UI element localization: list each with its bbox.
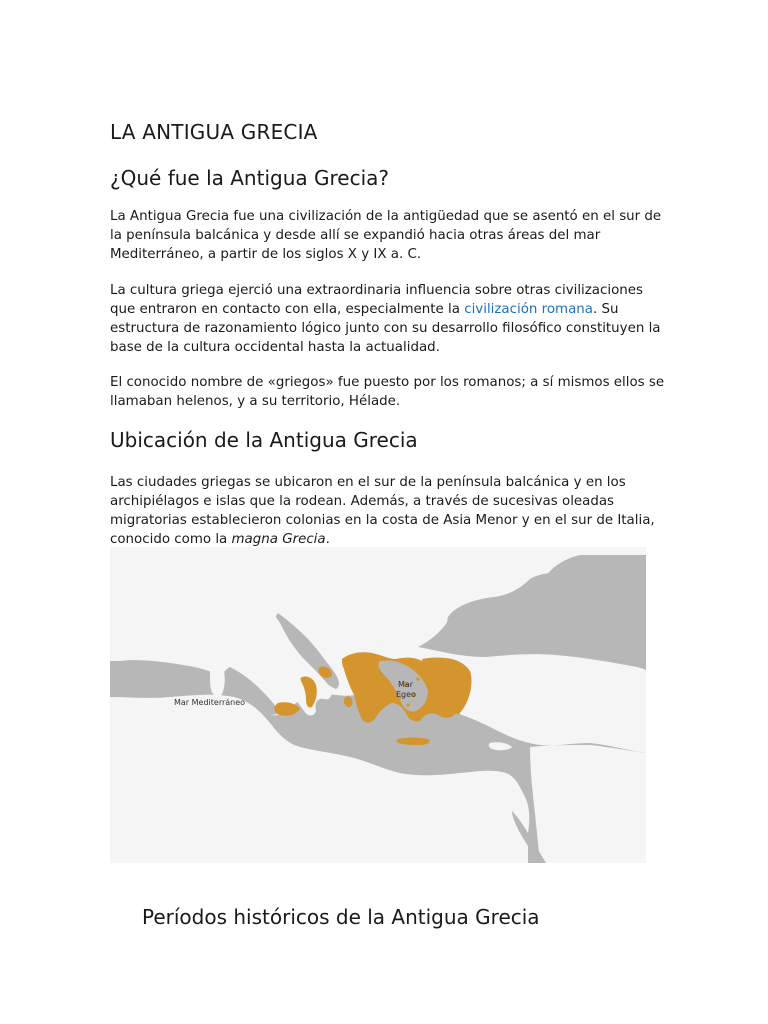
sardinia-island	[210, 659, 225, 698]
paragraph-intro: La Antigua Grecia fue una civilización de la antigüedad que se asentó en el sur de la península balcánica y desde allí se expandió hacia otras áreas del mar Mediterráneo, a partir de los siglos X y IX a. C.	[110, 209, 662, 262]
paragraph-griegos: El conocido nombre de «griegos» fue puesto por los romanos; a sí mismos ellos se llamaban helenos, y a su territorio, Hélade.	[110, 375, 665, 409]
map-ancient-greece	[110, 547, 646, 863]
paragraph-ubicacion-text-a: Las ciudades griegas se ubicaron en el sur de la península balcánica y en los archipiélagos e islas que la rodean. Además, a través de sucesivas oleadas migratorias establecieron colonias en la costa de Asia Menor y en el sur de Italia, conocido como la	[110, 475, 655, 547]
label-mar-egeo-line2: Egeo	[396, 690, 416, 699]
paragraph-ubicacion	[110, 473, 670, 549]
label-mar-egeo-line1: Mar	[398, 680, 414, 689]
heading-periodos: Períodos históricos de la Antigua Grecia	[142, 905, 540, 929]
heading-que-fue: ¿Qué fue la Antigua Grecia?	[110, 166, 389, 190]
document-title: LA ANTIGUA GRECIA	[110, 120, 318, 144]
middle-east-landmass	[530, 745, 646, 863]
label-mar-mediterraneo: Mar Mediterráneo	[174, 698, 246, 707]
aegean-island-5	[406, 703, 409, 706]
civilizacion-romana-link[interactable]: civilización romana	[464, 302, 593, 317]
paragraph-influencia-text-a: La cultura griega ejerció una extraordinaria influencia sobre otras civilizaciones que entraron en contacto con ella, especialmente la	[110, 283, 643, 317]
paragraph-ubicacion-text-b: .	[325, 532, 330, 547]
crete-island	[397, 738, 430, 746]
heading-ubicacion: Ubicación de la Antigua Grecia	[110, 428, 418, 452]
paragraph-influencia-text-b: . Su estructura de razonamiento lógico junto con su desarrollo filosófico constituyen la base de la cultura occidental hasta la actualidad.	[110, 302, 661, 355]
paragraph-influencia	[110, 281, 670, 357]
map-svg	[110, 547, 646, 863]
magna-grecia-italic: magna Grecia	[231, 532, 326, 547]
aegean-island-4	[416, 677, 420, 681]
